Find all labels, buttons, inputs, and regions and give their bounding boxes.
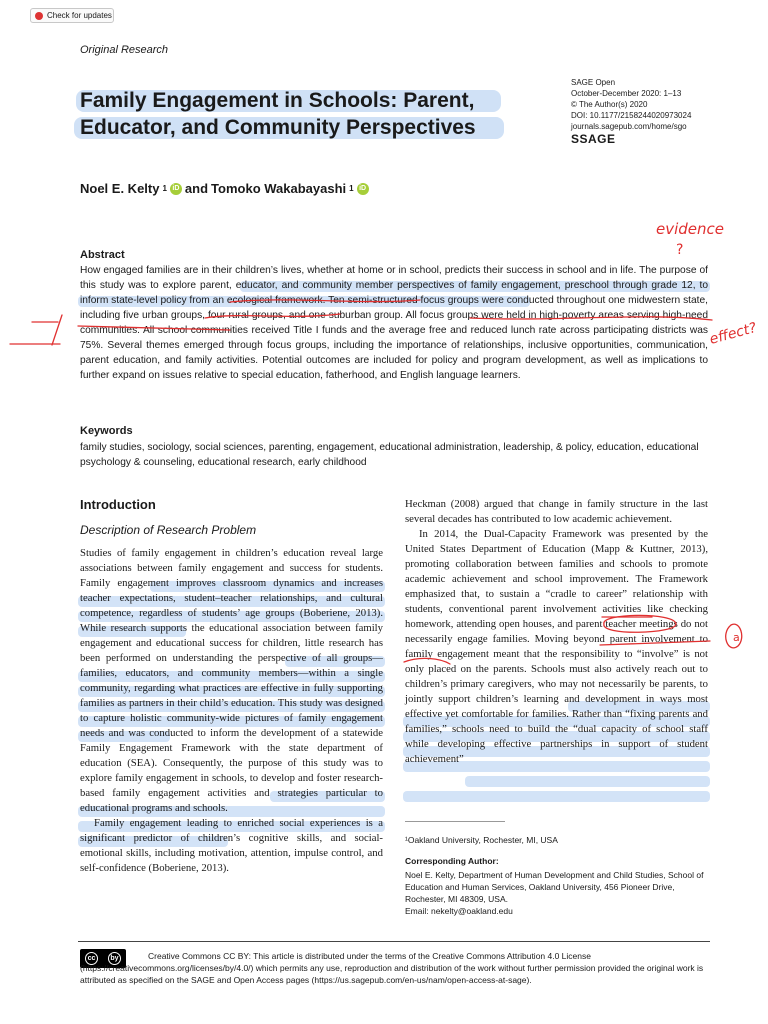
abstract-text: How engaged families are in their children’s lives, whether at home or in school, predicts their success in school and in life. The purpose of this study was to explore parent, educator, and community member perspectives of family engagement, preschool through grade 12, to inform state-level policy from an ecological framework. Ten semi-structured focus groups were conducted throughout one midwestern state, including five urban groups, four rural groups, and one suburban group. All focus groups were held in high-poverty areas serving high-need communities. All school communities received Title I funds and the average free and reduced lunch rate across participating districts was 75%. Several themes emerged through focus groups, including the importance of relationships, inclusive opportunities, communication, parent education, and family activities. Potential outcomes are included for policy and program development, as well as implications to further expand on issues relative to special education, fatherhood, and English language learners. xyxy=(80,265,708,381)
corresponding-author-email[interactable]: Email: nekelty@oakland.edu xyxy=(405,906,513,916)
affiliation-footnote: ¹Oakland University, Rochester, MI, USA xyxy=(405,835,558,845)
journal-name: SAGE Open xyxy=(571,78,616,87)
intro-paragraph-1: Studies of family engagement in children’s education reveal large associations between family engagement and success for students. Family engagement improves classroom dynamics and increases teacher expectations, student–teacher relationships, and cultural competence, regardless of students’ age groups (Boberiene, 2013). While research supports the educational association between family engagement and educational success for children, little research has been performed on understanding the perspective of all groups—families, educators, and community members—within a single community, regarding what practices are effective in fully supporting families as partners in their child’s education. This study was designed to capture holistic community-wide pictures of family engagement needs and was conducted to inform the development of a statewide Family Engagement Framework with the state department of education (SEA). Consequently, the purpose of this study was to explore family engagement in schools, to develop and foster research-based family engagement activities and strategies particular to educational programs and schools. xyxy=(80,547,383,814)
ink-note-circle: a xyxy=(733,631,740,644)
ink-underline-state-policy xyxy=(230,300,420,302)
ink-circle-conventional xyxy=(604,615,676,632)
author-2: Tomoko Wakabayashi xyxy=(211,181,347,196)
sage-logo: SSAGE xyxy=(571,132,616,146)
ink-underline-open xyxy=(404,658,450,664)
article-title: Family Engagement in Schools: Parent, Educator, and Community Perspectives xyxy=(80,89,476,139)
research-problem-subheading: Description of Research Problem xyxy=(80,523,257,537)
corresponding-author-address: Noel E. Kelty, Department of Human Development and Child Studies, School of Education and Human Services, Oakland University, 456 Pioneer Drive, Rochester, MI 48309, USA. xyxy=(405,870,704,904)
introduction-heading: Introduction xyxy=(80,497,156,512)
keywords-heading: Keywords xyxy=(80,425,133,437)
intro-paragraph-2: Family engagement leading to enriched social experiences is a significant predictor of children’s cognitive skills, and social-emotional skills, including motivation, attention, impulse control, and self-confidence (Boberiene, 2013). xyxy=(80,817,383,874)
badge-label: Check for updates xyxy=(47,11,112,20)
author-1-affil: 1 xyxy=(162,184,167,193)
author-2-affil: 1 xyxy=(349,184,354,193)
ink-underline-groups xyxy=(470,317,712,320)
journal-url[interactable]: journals.sagepub.com/home/sgo xyxy=(571,122,687,131)
ink-left-mark xyxy=(10,315,62,345)
orcid-icon[interactable]: iD xyxy=(357,183,369,195)
ink-strike-all-focus xyxy=(78,326,230,330)
intro-paragraph-3: Heckman (2008) argued that change in family structure in the last several decades has contributed to low academic achievement. xyxy=(405,498,708,525)
doi[interactable]: DOI: 10.1177/2158244020973024 xyxy=(571,111,692,120)
abstract-heading: Abstract xyxy=(80,249,125,261)
by-icon: by xyxy=(108,952,121,965)
ink-note-question: ? xyxy=(676,242,684,258)
ink-underline-throughout xyxy=(205,314,340,318)
ink-note-evidence: evidence xyxy=(656,220,725,238)
cc-icon: cc xyxy=(85,952,98,965)
keywords-text: family studies, sociology, social sciences, parenting, engagement, educational administration, leadership, & policy, education, educational psychology & counseling, educational research, early childhood xyxy=(80,442,699,468)
copyright: © The Author(s) 2020 xyxy=(571,100,648,109)
intro-paragraph-4: In 2014, the Dual-Capacity Framework was presented by the United States Department of Education (Mapp & Kuttner, 2013), promoting collaboration between families and schools to promote academic achievement and school improvement. The Framework emphasized that, to sustain a “cradle to career” relationship with students, conventional parent involvement activities like checking homework, attending open houses, and parent teacher meetings do not necessarily engage families. Moving beyond parent involvement to family engagement meant that the responsibility to “involve” is not only placed on the parents. Schools must also actively reach out to children’s primary caregivers, who may not necessarily be parents, to jointly support children’s learning and development in ways most effective yet comfortable for families. Rather than “fixing parents and families,” schools need to build the “dual capacity of school staff while developing effective partnerships in support of student achievement” xyxy=(405,528,708,765)
author-and: and xyxy=(184,181,209,196)
author-1: Noel E. Kelty xyxy=(80,181,160,196)
corresponding-author-heading: Corresponding Author: xyxy=(405,856,499,866)
ink-note-effect: effect? xyxy=(707,319,759,348)
section-label: Original Research xyxy=(80,44,169,56)
journal-issue: October-December 2020: 1–13 xyxy=(571,89,682,98)
license-text: Creative Commons CC BY: This article is distributed under the terms of the Creative Commons Attribution 4.0 License (https://creativecommons.org/licenses/by/4.0/) which permits any use, reproduction and distribution of the work without further permission provided the original work is attributed as specified on the SAGE and Open Access pages (https://us.sagepub.com/en-us/nam/open-access-at-sage). xyxy=(80,951,704,985)
orcid-icon[interactable]: iD xyxy=(170,183,182,195)
ink-strike-homework xyxy=(600,641,710,645)
